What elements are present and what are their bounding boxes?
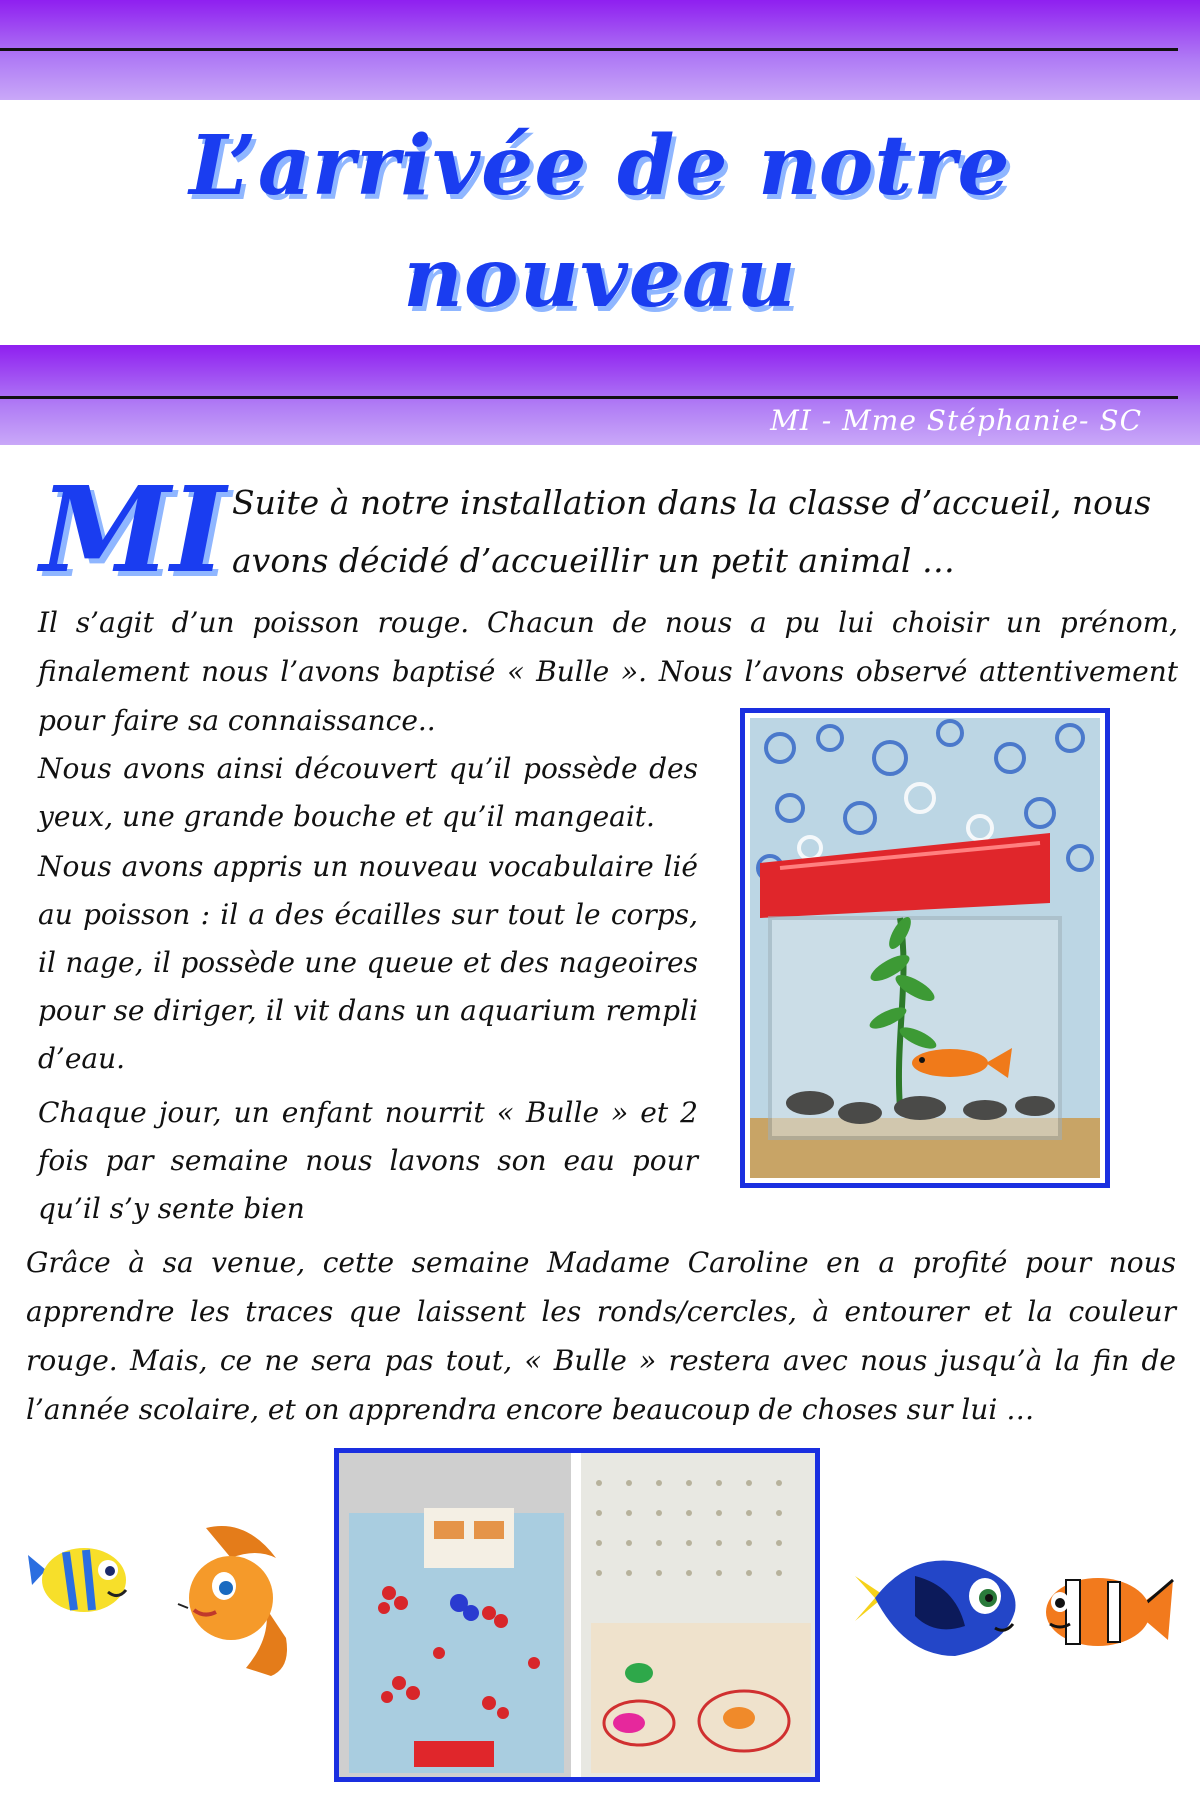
author-credit: MI - Mme Stéphanie- SC	[770, 404, 1142, 437]
aquarium-photo-image	[750, 718, 1110, 1188]
paragraph-fish-name: Il s’agit d’un poisson rouge. Chacun de nous a pu lui choisir un prénom, finalement nous l’avons baptisé « Bulle ». Nous l’avons observé attentivement pour faire sa connaissance..	[38, 606, 1178, 737]
subheader-rule	[0, 396, 1178, 399]
activity-photos	[334, 1448, 820, 1782]
blue-tang-fish-icon	[845, 1536, 1025, 1668]
header-rule	[0, 48, 1178, 51]
paragraph-vocabulary: Nous avons appris un nouveau vocabulaire lié au poisson : il a des écailles sur tout le corps, il nage, il possède une queue et des nageoires pour se diriger, il vit dans un aquarium rempli d’eau.	[38, 850, 698, 1075]
aquarium-photo	[740, 708, 1110, 1188]
yellow-fish-icon	[26, 1530, 138, 1628]
paragraph-discovery: Nous avons ainsi découvert qu’il possède des yeux, une grande bouche et qu’il mangeait.	[38, 752, 698, 833]
activity-photos-image	[339, 1453, 815, 1777]
intro-paragraph: Suite à notre installation dans la classe d’accueil, nous avons décidé d’accueillir un petit animal …	[232, 483, 1152, 580]
goldfish-icon	[176, 1518, 296, 1678]
paragraph-daily-care: Chaque jour, un enfant nourrit « Bulle » et 2 fois par semaine nous lavons son eau pour qu’il s’y sente bien	[38, 1096, 698, 1225]
paragraph-circles-activity: Grâce à sa venue, cette semaine Madame Caroline en a profité pour nous apprendre les traces que laissent les ronds/cercles, à entourer et la couleur rouge. Mais, ce ne sera pas tout, « Bulle » restera avec nous jusqu’à la fin de l’année scolaire, et on apprendra encore beaucoup de choses sur lui …	[26, 1246, 1176, 1426]
drop-initial: MI	[40, 460, 226, 599]
title-line-1: L’arrivée de notre nouveau	[189, 118, 1011, 326]
clownfish-icon	[1038, 1560, 1178, 1660]
